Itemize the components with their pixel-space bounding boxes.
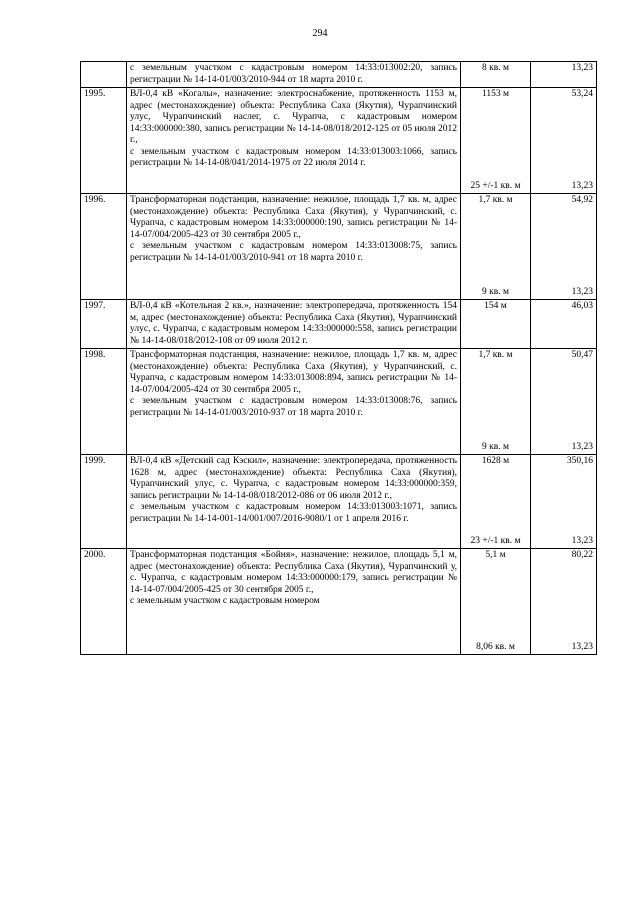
object-size — [461, 194, 531, 300]
land-plot-text: с земельным участком с кадастровым номером 14:33:013003:1066, запись регистрации № 14-14-08/041/2014-1975 от 22 июля 2014 г. — [130, 146, 457, 168]
row-number: 2000. — [81, 549, 127, 655]
object-text: Трансформаторная подстанция, назначение: нежилое, площадь 1,7 кв. м, адрес (местонахождение) объекта: Республика Саха (Якутия), у Чурапчинский, с. Чурапча, с кадастровым номером 14:33:013008:894, запись регистрации № 14-14-07/004/2005-424 от 30 сентября 2005 г., — [130, 350, 457, 395]
object-text: Трансформаторная подстанция, назначение: нежилое, площадь 1,7 кв. м, адрес (местонахождение) объекта: Республика Саха (Якутия), у Чурапчинский, с. Чурапча, с кадастровым номером 14:33:000000:190, запись регистрации № 14-14-07/004/2005-423 от 30 сентября 2005 г., — [130, 195, 457, 240]
land-plot-text: с земельным участком с кадастровым номером 14:33:013002:20, запись регистрации № 14-14-01/003/2010-944 от 18 марта 2010 г. — [130, 63, 457, 85]
object-value-amount: 350,16 — [566, 456, 593, 466]
table-row — [81, 88, 597, 194]
object-text: ВЛ-0,4 кВ «Котельная 2 кв.», назначение: электропередача, протяженность 154 м, адрес (местонахождение) объекта: Республика Саха (Якутия), Чурапчинский улус, с. Чурапча, с кадастровым номером 14:33:000000:558, запись регистрации № 14-14-08/018/2012-108 от 09 июля 2012 г. — [130, 301, 457, 346]
object-size-value: 5,1 м — [485, 550, 506, 560]
land-plot-size: 9 кв. м — [482, 441, 509, 452]
land-plot-value: 13,23 — [571, 286, 593, 297]
object-description — [127, 88, 461, 194]
land-plot-text: с земельным участком с кадастровым номером 14:33:013008:75, запись регистрации № 14-14-01/003/2010-941 от 18 марта 2010 г. — [130, 241, 457, 263]
table-row — [81, 194, 597, 300]
table-row — [81, 300, 597, 349]
object-size-value: 1628 м — [481, 456, 510, 466]
object-value-amount: 46,03 — [571, 301, 593, 311]
object-size — [461, 349, 531, 455]
row-number: 1995. — [81, 88, 127, 194]
object-value — [531, 194, 597, 300]
land-plot-value: 13,23 — [571, 641, 593, 652]
object-size-value: 1153 м — [481, 89, 510, 99]
row-number: 1998. — [81, 349, 127, 455]
object-text: ВЛ-0,4 кВ «Когалы», назначение: электроснабжение, протяженность 1153 м, адрес (местонахождение) объекта: Республика Саха (Якутия), Чурапчинский улус, Чурапчинский наслег, с. Чурапча, с кадастровым номером 14:33:000000:380, запись регистрации № 14-14-08/018/2012-125 от 05 июля 2012 г., — [130, 89, 457, 145]
land-plot-text: с земельным участком с кадастровым номером 14:33:013008:76, запись регистрации № 14-14-01/003/2010-937 от 18 марта 2010 г. — [130, 396, 457, 418]
object-description — [127, 62, 461, 88]
object-value — [531, 88, 597, 194]
object-text: ВЛ-0,4 кВ «Детский сад Кэскил», назначение: электропередача, протяженность 1628 м, адрес (местонахождение) объекта: Республика Саха (Якутия), Чурапчинский улус, с. Чурапча, с кадастровым номером 14:33:000000:359, запись регистрации № 14-14-08/018/2012-086 от 06 июля 2012 г., — [130, 456, 457, 501]
land-plot-value: 13,23 — [571, 535, 593, 546]
object-description — [127, 455, 461, 549]
row-number: 1999. — [81, 455, 127, 549]
object-value — [531, 300, 597, 349]
object-value — [531, 62, 597, 88]
land-plot-value: 13,23 — [571, 441, 593, 452]
object-value — [531, 549, 597, 655]
object-size — [461, 88, 531, 194]
object-description — [127, 300, 461, 349]
object-text: Трансформаторная подстанция «Бойня», назначение: нежилое, площадь 5,1 м, адрес (местонахождение) объекта: Республика Саха (Якутия), Чурапчинский у, с. Чурапча, с кадастровым номером 14:33:000000:179, запись регистрации № 14-14-07/004/2005-425 от 30 сентября 2005 г., — [130, 550, 457, 595]
land-plot-value: 13,23 — [571, 180, 593, 191]
row-number — [81, 62, 127, 88]
object-description — [127, 349, 461, 455]
table-row — [81, 349, 597, 455]
object-size-value: 1,7 кв. м — [478, 195, 513, 205]
object-value-amount: 80,22 — [571, 550, 593, 560]
land-plot-text: с земельным участком с кадастровым номером — [130, 596, 320, 606]
land-plot-size: 8 кв. м — [482, 63, 509, 73]
land-plot-value: 13,23 — [571, 63, 593, 73]
land-plot-size: 9 кв. м — [482, 286, 509, 297]
object-value-amount: 53,24 — [571, 89, 593, 99]
row-number: 1996. — [81, 194, 127, 300]
land-plot-size: 8,06 кв. м — [476, 641, 515, 652]
object-value — [531, 349, 597, 455]
object-value — [531, 455, 597, 549]
row-number: 1997. — [81, 300, 127, 349]
page-number: 294 — [312, 28, 328, 39]
object-size-value: 154 м — [484, 301, 507, 311]
table-row — [81, 62, 597, 88]
land-plot-size: 23 +/-1 кв. м — [470, 535, 521, 546]
object-size — [461, 62, 531, 88]
object-value-amount: 50,47 — [571, 350, 593, 360]
object-size — [461, 300, 531, 349]
object-value-amount: 54,92 — [571, 195, 593, 205]
table-row — [81, 549, 597, 655]
object-size — [461, 455, 531, 549]
table-row — [81, 455, 597, 549]
object-size — [461, 549, 531, 655]
land-plot-size: 25 +/-1 кв. м — [470, 180, 521, 191]
property-registry-table — [80, 61, 597, 655]
object-description — [127, 549, 461, 655]
object-description — [127, 194, 461, 300]
object-size-value: 1,7 кв. м — [478, 350, 513, 360]
land-plot-text: с земельным участком с кадастровым номером 14:33:013003:1071, запись регистрации № 14-14-001-14/001/007/2016-9080/1 от 1 апреля 2016 г. — [130, 502, 457, 524]
